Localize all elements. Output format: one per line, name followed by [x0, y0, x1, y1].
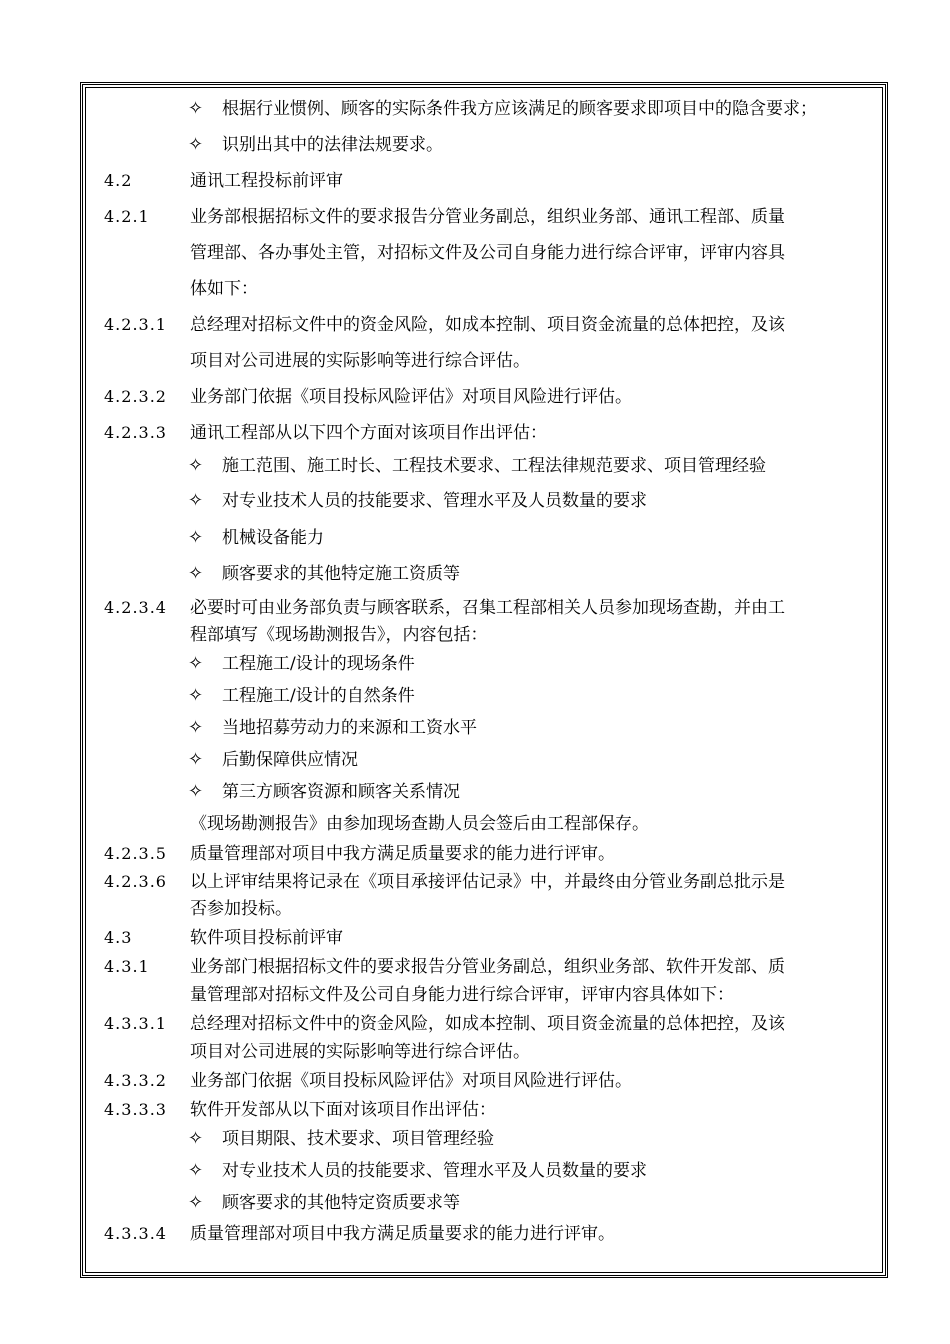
bullet-text: 第三方顾客资源和顾客关系情况 — [222, 782, 460, 802]
paragraph-text: 业务部门依据《项目投标风险评估》对项目风险进行评估。 — [190, 387, 632, 407]
section-number: 4.3.3.2 — [104, 1071, 167, 1090]
paragraph-text: 通讯工程投标前评审 — [190, 171, 343, 191]
diamond-bullet-icon: ✧ — [188, 490, 204, 511]
bullet-text: 后勤保障供应情况 — [222, 750, 358, 770]
bullet-text: 顾客要求的其他特定资质要求等 — [222, 1193, 460, 1213]
diamond-bullet-icon: ✧ — [188, 685, 204, 706]
paragraph-text: 项目对公司进展的实际影响等进行综合评估。 — [190, 1042, 530, 1062]
diamond-bullet-icon: ✧ — [188, 717, 204, 738]
section-number: 4.2.3.6 — [104, 872, 167, 891]
diamond-bullet-icon: ✧ — [188, 455, 204, 476]
bullet-text: 施工范围、施工时长、工程技术要求、工程法律规范要求、项目管理经验 — [222, 456, 766, 476]
section-number: 4.2.3.4 — [104, 598, 167, 617]
paragraph-text: 业务部门根据招标文件的要求报告分管业务副总，组织业务部、软件开发部、质 — [190, 957, 785, 977]
paragraph-text: 总经理对招标文件中的资金风险，如成本控制、项目资金流量的总体把控，及该 — [190, 1014, 785, 1034]
bullet-text: 顾客要求的其他特定施工资质等 — [222, 564, 460, 584]
bullet-text: 当地招募劳动力的来源和工资水平 — [222, 718, 477, 738]
section-number: 4.3.3.4 — [104, 1224, 167, 1243]
bullet-text: 机械设备能力 — [222, 528, 324, 548]
diamond-bullet-icon: ✧ — [188, 1192, 204, 1213]
diamond-bullet-icon: ✧ — [188, 749, 204, 770]
paragraph-text: 管理部、各办事处主管，对招标文件及公司自身能力进行综合评审，评审内容具 — [190, 243, 785, 263]
section-number: 4.3.3.1 — [104, 1014, 167, 1033]
paragraph-text: 业务部门依据《项目投标风险评估》对项目风险进行评估。 — [190, 1071, 632, 1091]
diamond-bullet-icon: ✧ — [188, 527, 204, 548]
bullet-text: 项目期限、技术要求、项目管理经验 — [222, 1129, 494, 1149]
section-number: 4.2.3.2 — [104, 387, 167, 406]
paragraph-text: 软件开发部从以下面对该项目作出评估： — [190, 1100, 496, 1120]
diamond-bullet-icon: ✧ — [188, 563, 204, 584]
bullet-text: 识别出其中的法律法规要求。 — [222, 135, 443, 155]
section-number: 4.2.3.5 — [104, 844, 167, 863]
paragraph-text: 体如下： — [190, 279, 258, 299]
diamond-bullet-icon: ✧ — [188, 98, 204, 119]
section-number: 4.2.3.3 — [104, 423, 167, 442]
bullet-text: 对专业技术人员的技能要求、管理水平及人员数量的要求 — [222, 1161, 647, 1181]
paragraph-text: 软件项目投标前评审 — [190, 928, 343, 948]
bullet-text: 对专业技术人员的技能要求、管理水平及人员数量的要求 — [222, 491, 647, 511]
paragraph-text: 项目对公司进展的实际影响等进行综合评估。 — [190, 351, 530, 371]
paragraph-text: 量管理部对招标文件及公司自身能力进行综合评审，评审内容具体如下： — [190, 985, 734, 1005]
section-number: 4.3.3.3 — [104, 1100, 167, 1119]
diamond-bullet-icon: ✧ — [188, 1128, 204, 1149]
paragraph-text: 质量管理部对项目中我方满足质量要求的能力进行评审。 — [190, 1224, 615, 1244]
section-number: 4.2.3.1 — [104, 315, 167, 334]
diamond-bullet-icon: ✧ — [188, 653, 204, 674]
bullet-text: 工程施工/设计的自然条件 — [222, 686, 415, 706]
paragraph-text: 业务部根据招标文件的要求报告分管业务副总，组织业务部、通讯工程部、质量 — [190, 207, 785, 227]
paragraph-text: 必要时可由业务部负责与顾客联系，召集工程部相关人员参加现场查勘，并由工 — [190, 598, 785, 618]
section-number: 4.2 — [104, 171, 133, 190]
bullet-text: 工程施工/设计的现场条件 — [222, 654, 415, 674]
document-border-inner — [85, 87, 883, 1273]
section-number: 4.3 — [104, 928, 133, 947]
paragraph-text: 总经理对招标文件中的资金风险，如成本控制、项目资金流量的总体把控，及该 — [190, 315, 785, 335]
bullet-text: 根据行业惯例、顾客的实际条件我方应该满足的顾客要求即项目中的隐含要求； — [222, 99, 817, 119]
section-number: 4.3.1 — [104, 957, 150, 976]
paragraph-text: 《现场勘测报告》由参加现场查勘人员会签后由工程部保存。 — [190, 814, 649, 834]
paragraph-text: 以上评审结果将记录在《项目承接评估记录》中，并最终由分管业务副总批示是 — [190, 872, 785, 892]
section-number: 4.2.1 — [104, 207, 150, 226]
diamond-bullet-icon: ✧ — [188, 781, 204, 802]
paragraph-text: 通讯工程部从以下四个方面对该项目作出评估： — [190, 423, 547, 443]
diamond-bullet-icon: ✧ — [188, 134, 204, 155]
paragraph-text: 质量管理部对项目中我方满足质量要求的能力进行评审。 — [190, 844, 615, 864]
paragraph-text: 程部填写《现场勘测报告》，内容包括： — [190, 625, 488, 645]
paragraph-text: 否参加投标。 — [190, 899, 292, 919]
diamond-bullet-icon: ✧ — [188, 1160, 204, 1181]
